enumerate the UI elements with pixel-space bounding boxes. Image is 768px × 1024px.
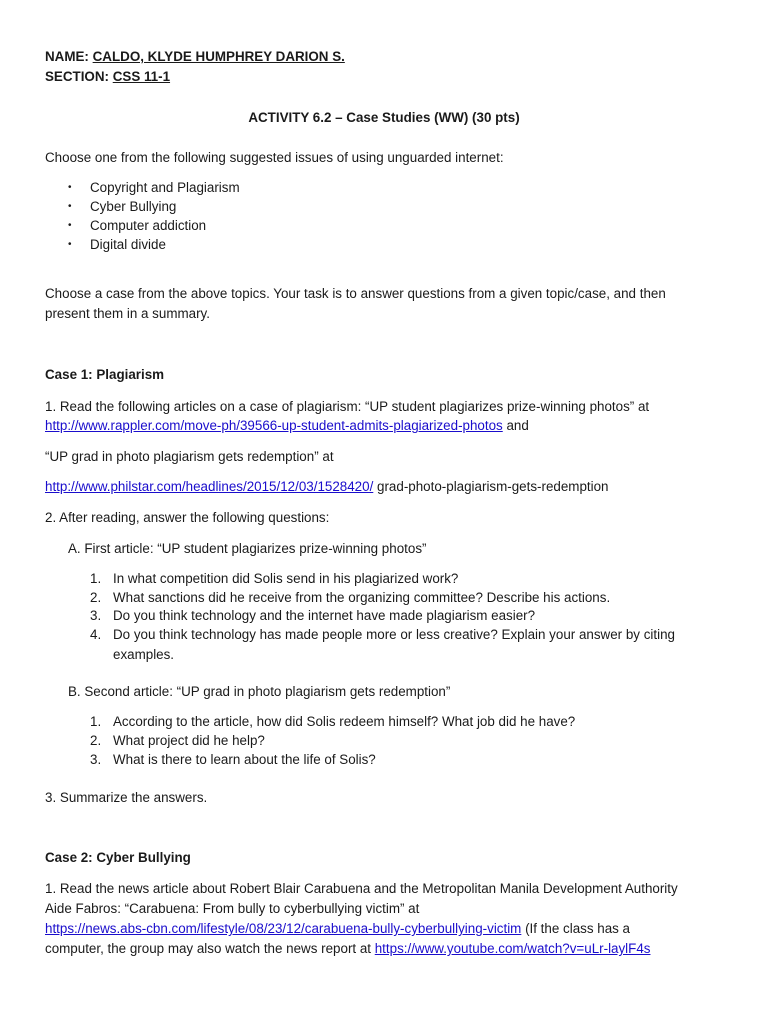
intro-text: Choose one from the following suggested issues of using unguarded internet: <box>45 150 504 165</box>
part-a-question: Do you think technology has made people more or less creative? Explain your answer by citing <box>113 627 675 642</box>
issue-item: Computer addiction <box>90 218 207 233</box>
abs-cbn-article-link[interactable]: https://news.abs-cbn.com/lifestyle/08/23/12/carabuena-bully-cyberbullying-victim <box>45 921 522 936</box>
student-name: CALDO, KLYDE HUMPHREY DARION S. <box>92 49 345 64</box>
bullet-icon: • <box>68 201 72 212</box>
list-number: 3. <box>90 608 102 623</box>
section-line <box>45 67 170 86</box>
part-a-question-cont: examples. <box>113 647 175 662</box>
case1-heading: Case 1: Plagiarism <box>45 367 165 382</box>
section-value: CSS 11-1 <box>112 69 171 84</box>
task-text-line2: present them in a summary. <box>45 306 210 321</box>
list-number: 2. <box>90 733 102 748</box>
case2-line3 <box>45 919 630 938</box>
case1-step1: 1. Read the following articles on a case of plagiarism: “UP student plagiarizes prize-winning photos” at <box>45 399 650 414</box>
section-label: SECTION: <box>45 69 109 84</box>
task-text-line1: Choose a case from the above topics. Your task is to answer questions from a given topic/case, and then <box>45 286 666 301</box>
list-number: 2. <box>90 590 102 605</box>
list-number: 4. <box>90 627 102 642</box>
line4-prefix: computer, the group may also watch the news report at <box>45 941 375 956</box>
case2-line2: Aide Fabros: “Carabuena: From bully to cyberbullying victim” at <box>45 901 420 916</box>
issue-item: Copyright and Plagiarism <box>90 180 240 195</box>
case1-link2-line <box>45 477 609 496</box>
case1-step3: 3. Summarize the answers. <box>45 790 208 805</box>
line3-suffix: (If the class has a <box>521 921 631 936</box>
bullet-icon: • <box>68 239 72 250</box>
list-number: 3. <box>90 752 102 767</box>
part-a-heading: A. First article: “UP student plagiarizes prize-winning photos” <box>68 541 427 556</box>
part-b-heading: B. Second article: “UP grad in photo plagiarism gets redemption” <box>68 684 451 699</box>
part-a-question: In what competition did Solis send in his plagiarized work? <box>113 571 459 586</box>
and-text: and <box>502 418 529 433</box>
bullet-icon: • <box>68 220 72 231</box>
part-b-question: What is there to learn about the life of Solis? <box>113 752 376 767</box>
activity-title: ACTIVITY 6.2 – Case Studies (WW) (30 pts) <box>248 110 520 125</box>
list-number: 1. <box>90 571 102 586</box>
issue-item: Digital divide <box>90 237 166 252</box>
name-label: NAME: <box>45 49 89 64</box>
link2-suffix: grad-photo-plagiarism-gets-redemption <box>373 479 609 494</box>
issue-item: Cyber Bullying <box>90 199 177 214</box>
list-number: 1. <box>90 714 102 729</box>
part-b-question: What project did he help? <box>113 733 265 748</box>
name-line <box>45 47 345 66</box>
bullet-icon: • <box>68 182 72 193</box>
part-a-question: Do you think technology and the internet have made plagiarism easier? <box>113 608 536 623</box>
case2-heading: Case 2: Cyber Bullying <box>45 850 191 865</box>
case2-line1: 1. Read the news article about Robert Blair Carabuena and the Metropolitan Manila Development Authority <box>45 881 678 896</box>
rappler-article-link[interactable]: http://www.rappler.com/move-ph/39566-up-student-admits-plagiarized-photos <box>45 418 503 433</box>
case1-link-line <box>45 416 529 435</box>
part-a-question: What sanctions did he receive from the organizing committee? Describe his actions. <box>113 590 611 605</box>
youtube-video-link[interactable]: https://www.youtube.com/watch?v=uLr-laylF4s <box>374 941 651 956</box>
case1-step2: 2. After reading, answer the following questions: <box>45 510 330 525</box>
part-b-question: According to the article, how did Solis redeem himself? What job did he have? <box>113 714 576 729</box>
case1-second-article: “UP grad in photo plagiarism gets redemption” at <box>45 449 334 464</box>
case2-line4 <box>45 939 650 958</box>
philstar-article-link[interactable]: http://www.philstar.com/headlines/2015/12/03/1528420/ <box>45 479 374 494</box>
